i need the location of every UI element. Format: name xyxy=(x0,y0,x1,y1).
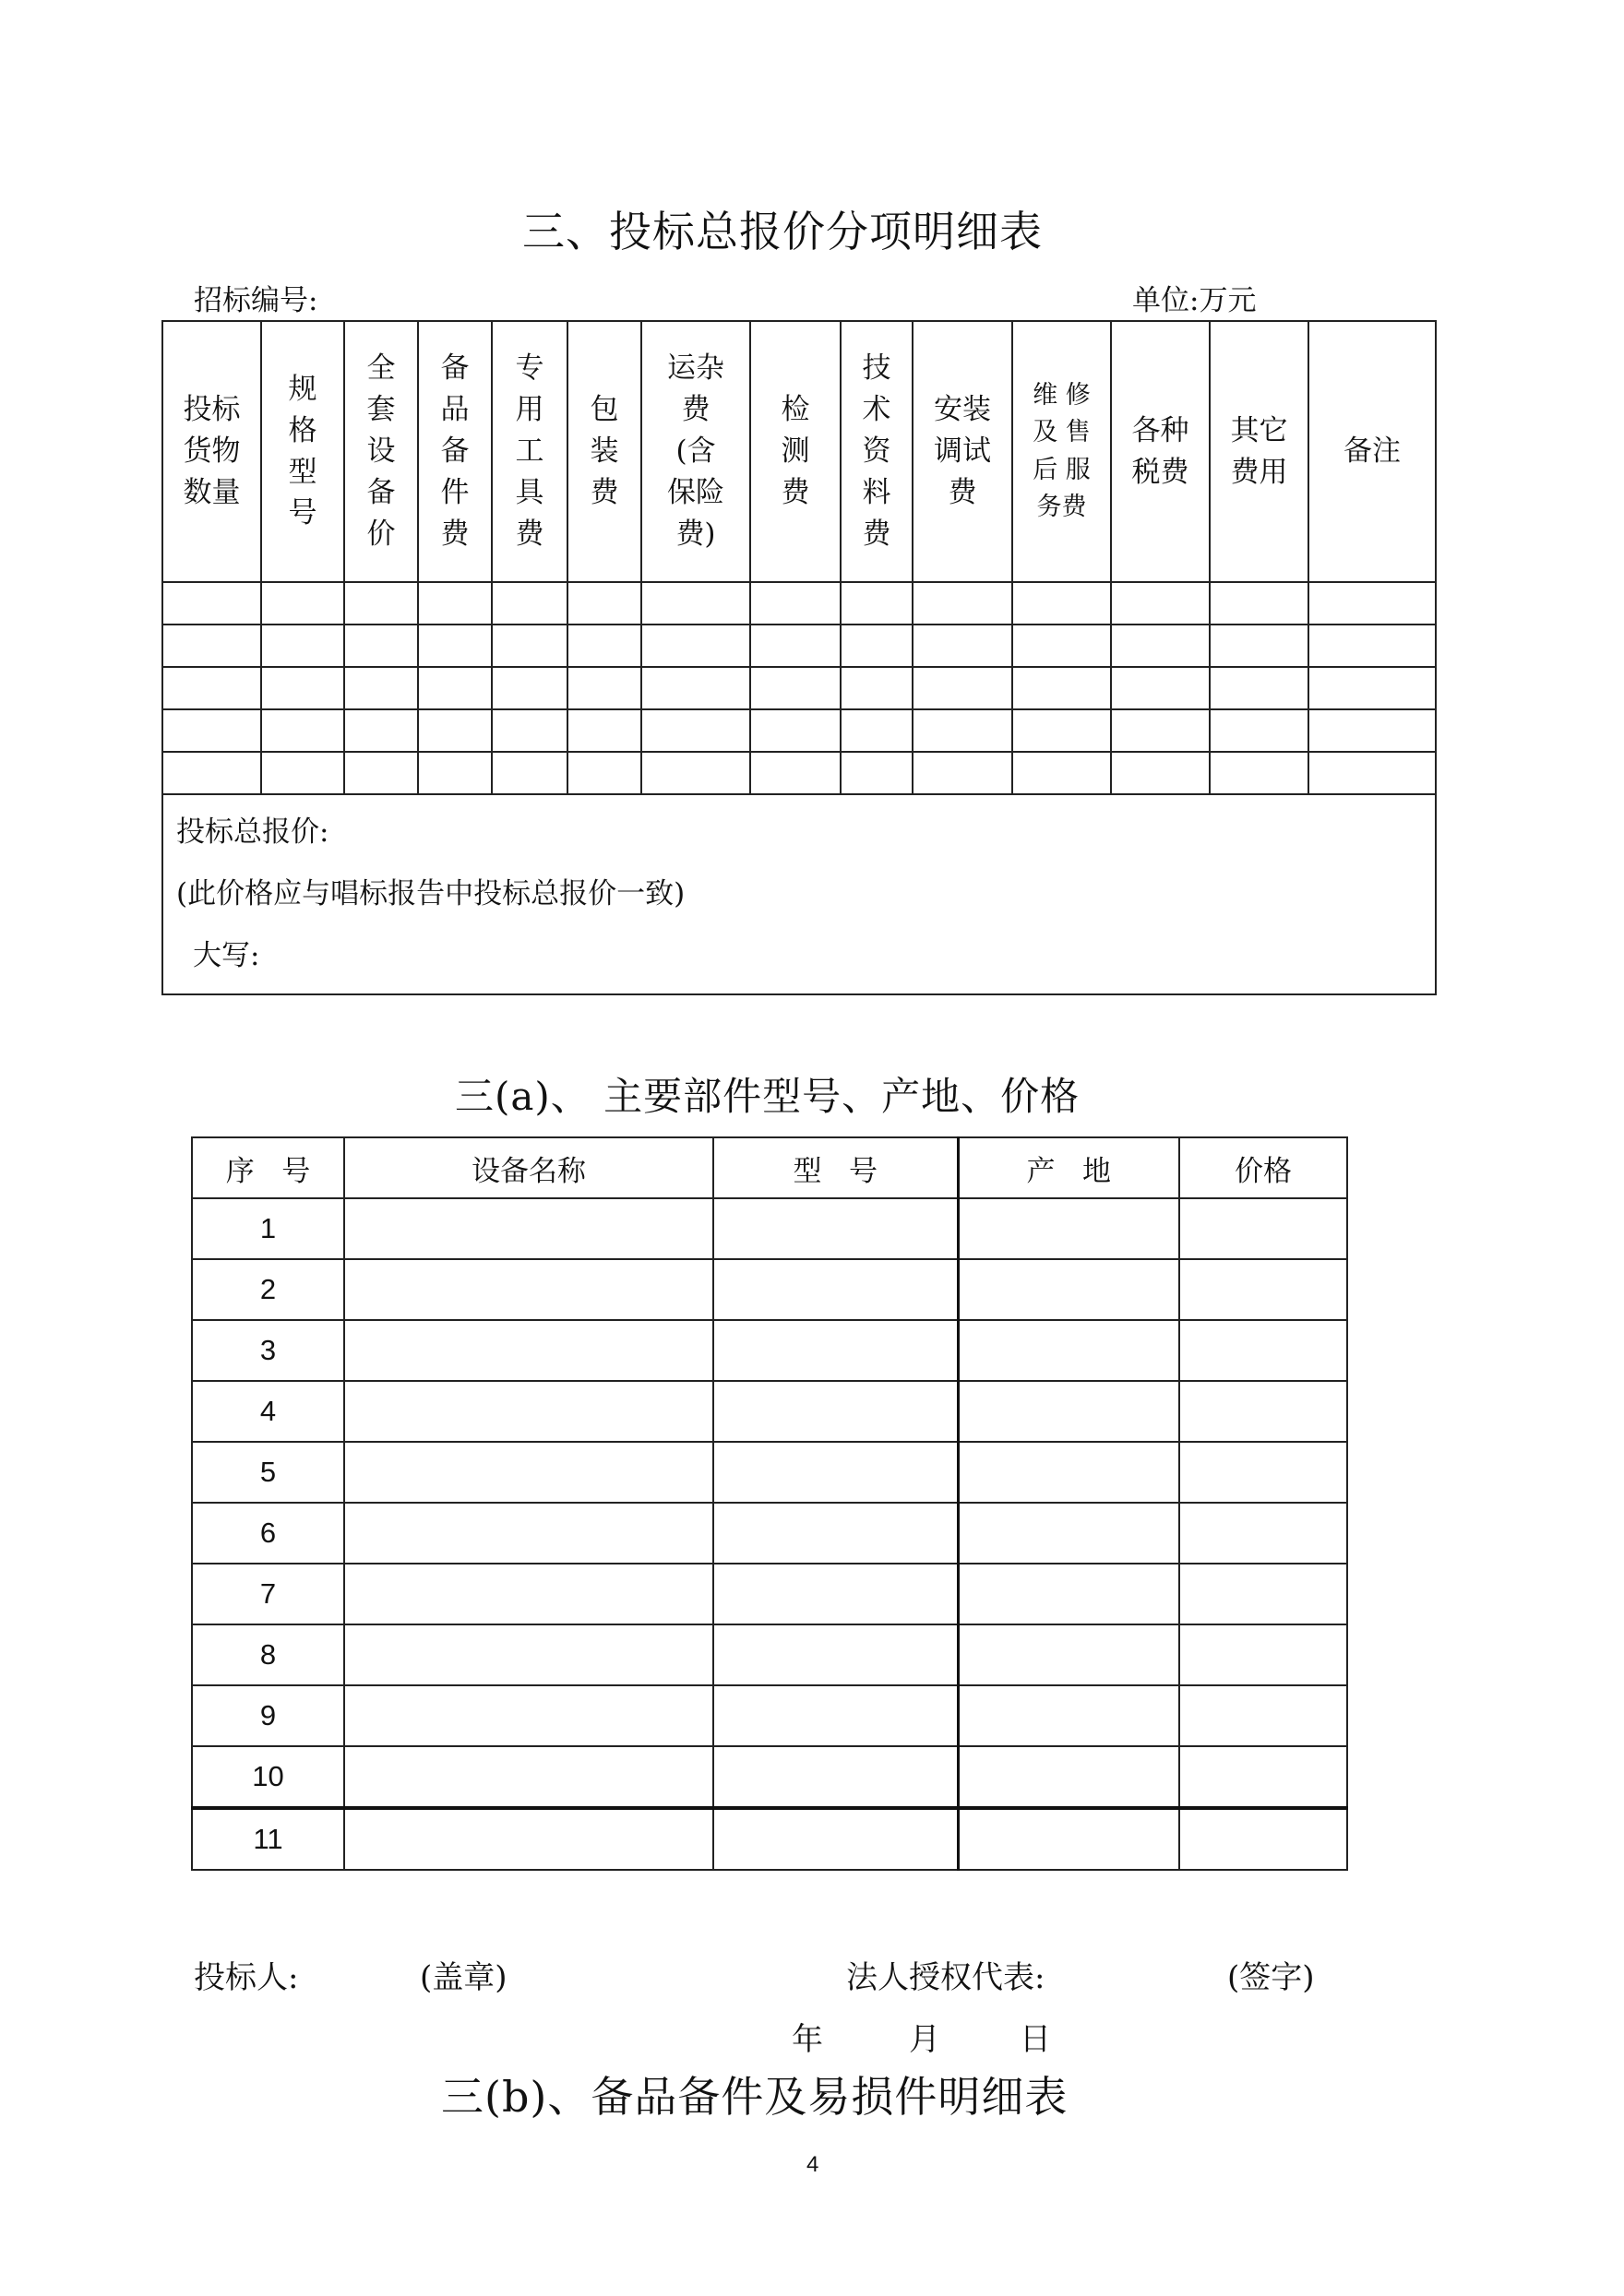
unit-label: 单位:万元 xyxy=(1132,284,1257,317)
table-cell[interactable] xyxy=(261,667,344,709)
table-cell[interactable] xyxy=(344,1808,713,1870)
table-cell[interactable] xyxy=(841,709,913,752)
table-cell[interactable] xyxy=(641,709,750,752)
row-number: 5 xyxy=(192,1442,344,1503)
table-cell[interactable] xyxy=(418,667,492,709)
page-number: 4 xyxy=(806,2152,819,2177)
table-cell[interactable] xyxy=(162,709,261,752)
table-cell[interactable] xyxy=(641,625,750,667)
table-cell[interactable] xyxy=(418,582,492,625)
table-cell[interactable] xyxy=(958,1624,1179,1685)
header-cell: 维 修 及 售 后 服 务费 xyxy=(1012,321,1111,582)
section3-title: 三(b)、备品备件及易损件明细表 xyxy=(441,2072,1069,2122)
table-cell[interactable] xyxy=(344,1320,713,1381)
table-cell[interactable] xyxy=(344,1381,713,1442)
header-cell: 备 品 备 件 费 xyxy=(418,321,492,582)
table-row xyxy=(162,582,1436,625)
header-cell: 专 用 工 具 费 xyxy=(492,321,567,582)
table-row xyxy=(192,1259,1347,1320)
table-cell[interactable] xyxy=(344,1746,713,1808)
table-cell[interactable] xyxy=(1111,752,1210,794)
table-cell[interactable] xyxy=(713,1808,958,1870)
table-cell[interactable] xyxy=(344,1259,713,1320)
table-cell[interactable] xyxy=(750,752,841,794)
table-cell[interactable] xyxy=(913,752,1012,794)
table-cell[interactable] xyxy=(713,1320,958,1381)
table-row xyxy=(192,1503,1347,1564)
table-row xyxy=(192,1746,1347,1808)
table-cell[interactable] xyxy=(958,1442,1179,1503)
table-cell[interactable] xyxy=(261,752,344,794)
table-cell[interactable] xyxy=(1111,582,1210,625)
table-cell[interactable] xyxy=(913,625,1012,667)
table-cell[interactable] xyxy=(1179,1564,1347,1624)
row-number: 6 xyxy=(192,1503,344,1564)
table-cell[interactable] xyxy=(1012,667,1111,709)
table-cell[interactable] xyxy=(713,1564,958,1624)
section2-title: 三(a)、 主要部件型号、产地、价格 xyxy=(455,1074,1081,1119)
row-number: 9 xyxy=(192,1685,344,1746)
table-cell[interactable] xyxy=(958,1685,1179,1746)
table-cell[interactable] xyxy=(841,667,913,709)
table-cell[interactable] xyxy=(344,709,418,752)
row-number: 10 xyxy=(192,1746,344,1808)
table-cell[interactable] xyxy=(1179,1685,1347,1746)
table-cell[interactable] xyxy=(1210,709,1308,752)
table-cell[interactable] xyxy=(1210,625,1308,667)
table-row xyxy=(192,1381,1347,1442)
header-cell: 型 号 xyxy=(713,1137,958,1198)
table-cell[interactable] xyxy=(1012,709,1111,752)
row-number: 7 xyxy=(192,1564,344,1624)
table-cell[interactable] xyxy=(1111,625,1210,667)
table-cell[interactable] xyxy=(344,1442,713,1503)
table-cell[interactable] xyxy=(1012,752,1111,794)
table-row xyxy=(192,1320,1347,1381)
table-cell[interactable] xyxy=(567,582,641,625)
total-price-cell[interactable] xyxy=(162,794,1436,994)
date-day: 日 xyxy=(1020,2021,1051,2058)
table-row xyxy=(162,752,1436,794)
table-row xyxy=(192,1198,1347,1259)
table-cell[interactable] xyxy=(750,667,841,709)
table-cell[interactable] xyxy=(1179,1503,1347,1564)
table-cell[interactable] xyxy=(418,752,492,794)
table-row xyxy=(192,1808,1347,1870)
table-cell[interactable] xyxy=(913,667,1012,709)
table-cell[interactable] xyxy=(1179,1320,1347,1381)
table-cell[interactable] xyxy=(1210,582,1308,625)
table-cell[interactable] xyxy=(344,1198,713,1259)
table-row xyxy=(162,709,1436,752)
table-footer-row xyxy=(162,794,1436,994)
table-cell[interactable] xyxy=(713,1624,958,1685)
table-cell[interactable] xyxy=(344,667,418,709)
table-cell[interactable] xyxy=(1111,709,1210,752)
table-row xyxy=(192,1564,1347,1624)
table-cell[interactable] xyxy=(958,1503,1179,1564)
seal-label: (盖章) xyxy=(420,1959,508,1996)
table-cell[interactable] xyxy=(344,582,418,625)
table-cell[interactable] xyxy=(1179,1198,1347,1259)
header-cell: 技 术 资 料 费 xyxy=(841,321,913,582)
table-cell[interactable] xyxy=(713,1381,958,1442)
table-cell[interactable] xyxy=(713,1685,958,1746)
table-cell[interactable] xyxy=(713,1198,958,1259)
total-price-label: 投标总报价: xyxy=(176,815,329,849)
row-number: 4 xyxy=(192,1381,344,1442)
table-cell[interactable] xyxy=(958,1808,1179,1870)
table-cell[interactable] xyxy=(344,752,418,794)
table-cell[interactable] xyxy=(492,667,567,709)
table-cell[interactable] xyxy=(344,625,418,667)
table-cell[interactable] xyxy=(567,625,641,667)
table-cell[interactable] xyxy=(344,1685,713,1746)
table-row xyxy=(192,1442,1347,1503)
table-cell[interactable] xyxy=(344,1564,713,1624)
table-cell[interactable] xyxy=(841,752,913,794)
table-cell[interactable] xyxy=(492,752,567,794)
header-cell: 设备名称 xyxy=(344,1137,713,1198)
table-cell[interactable] xyxy=(713,1442,958,1503)
table-cell[interactable] xyxy=(1179,1624,1347,1685)
header-cell: 其它 费用 xyxy=(1210,321,1308,582)
table-cell[interactable] xyxy=(1210,667,1308,709)
bid-number-label: 招标编号: xyxy=(194,284,318,317)
table-cell[interactable] xyxy=(641,582,750,625)
table-cell[interactable] xyxy=(958,1259,1179,1320)
row-number: 3 xyxy=(192,1320,344,1381)
table-row xyxy=(162,667,1436,709)
main-parts-table xyxy=(191,1136,1348,1871)
row-number: 11 xyxy=(192,1808,344,1870)
table-header-row xyxy=(192,1137,1347,1198)
header-cell: 各种 税费 xyxy=(1111,321,1210,582)
table-cell[interactable] xyxy=(713,1503,958,1564)
authorized-rep-label: 法人授权代表: xyxy=(846,1959,1045,1996)
table-cell[interactable] xyxy=(567,709,641,752)
header-cell: 运杂 费 (含 保险 费) xyxy=(641,321,750,582)
table-cell[interactable] xyxy=(750,582,841,625)
table-cell[interactable] xyxy=(1308,752,1436,794)
table-cell[interactable] xyxy=(713,1746,958,1808)
row-number: 1 xyxy=(192,1198,344,1259)
table-cell[interactable] xyxy=(1179,1808,1347,1870)
table-cell[interactable] xyxy=(750,709,841,752)
table-cell[interactable] xyxy=(162,582,261,625)
table-cell[interactable] xyxy=(841,625,913,667)
table-cell[interactable] xyxy=(1179,1259,1347,1320)
table-cell[interactable] xyxy=(958,1381,1179,1442)
date-month: 月 xyxy=(909,2021,940,2058)
table-cell[interactable] xyxy=(713,1259,958,1320)
row-number: 8 xyxy=(192,1624,344,1685)
table-cell[interactable] xyxy=(418,625,492,667)
header-cell: 全 套 设 备 价 xyxy=(344,321,418,582)
header-cell: 投标 货物 数量 xyxy=(162,321,261,582)
table-header-row xyxy=(162,321,1436,582)
table-cell[interactable] xyxy=(1308,667,1436,709)
section1-title: 三、投标总报价分项明细表 xyxy=(522,207,1043,256)
table-cell[interactable] xyxy=(1012,625,1111,667)
header-cell: 包 装 费 xyxy=(567,321,641,582)
table-cell[interactable] xyxy=(261,625,344,667)
total-price-note: (此价格应与唱标报告中投标总报价一致) xyxy=(176,877,686,910)
table-cell[interactable] xyxy=(492,625,567,667)
table-cell[interactable] xyxy=(958,1198,1179,1259)
table-cell[interactable] xyxy=(162,667,261,709)
header-cell: 规 格 型 号 xyxy=(261,321,344,582)
header-cell: 安装 调试 费 xyxy=(913,321,1012,582)
table-cell[interactable] xyxy=(1308,582,1436,625)
sign-label: (签字) xyxy=(1227,1959,1315,1996)
table-cell[interactable] xyxy=(567,752,641,794)
table-cell[interactable] xyxy=(162,625,261,667)
table-cell[interactable] xyxy=(913,582,1012,625)
table-cell[interactable] xyxy=(162,752,261,794)
table-cell[interactable] xyxy=(913,709,1012,752)
price-breakdown-table xyxy=(161,320,1437,995)
row-number: 2 xyxy=(192,1259,344,1320)
capital-amount-label: 大写: xyxy=(193,939,260,972)
table-cell[interactable] xyxy=(958,1320,1179,1381)
table-cell[interactable] xyxy=(261,709,344,752)
table-cell[interactable] xyxy=(344,1624,713,1685)
bidder-label: 投标人: xyxy=(194,1959,299,1996)
table-cell[interactable] xyxy=(1308,625,1436,667)
table-cell[interactable] xyxy=(1012,582,1111,625)
table-cell[interactable] xyxy=(344,1503,713,1564)
table-cell[interactable] xyxy=(641,667,750,709)
table-cell[interactable] xyxy=(1111,667,1210,709)
table-cell[interactable] xyxy=(1308,709,1436,752)
table-cell[interactable] xyxy=(418,709,492,752)
table-cell[interactable] xyxy=(1179,1381,1347,1442)
table-cell[interactable] xyxy=(1179,1442,1347,1503)
table-cell[interactable] xyxy=(261,582,344,625)
table-row xyxy=(192,1685,1347,1746)
table-row xyxy=(162,625,1436,667)
header-cell: 产 地 xyxy=(958,1137,1179,1198)
table-cell[interactable] xyxy=(567,667,641,709)
table-row xyxy=(192,1624,1347,1685)
header-cell: 备注 xyxy=(1308,321,1436,582)
table-cell[interactable] xyxy=(1179,1746,1347,1808)
table-cell[interactable] xyxy=(958,1564,1179,1624)
header-cell: 检 测 费 xyxy=(750,321,841,582)
table-cell[interactable] xyxy=(492,709,567,752)
table-cell[interactable] xyxy=(492,582,567,625)
table-cell[interactable] xyxy=(1210,752,1308,794)
table-cell[interactable] xyxy=(958,1746,1179,1808)
header-cell: 价格 xyxy=(1179,1137,1347,1198)
header-cell: 序 号 xyxy=(192,1137,344,1198)
table-cell[interactable] xyxy=(841,582,913,625)
table-cell[interactable] xyxy=(641,752,750,794)
date-year: 年 xyxy=(792,2021,823,2058)
table-cell[interactable] xyxy=(750,625,841,667)
